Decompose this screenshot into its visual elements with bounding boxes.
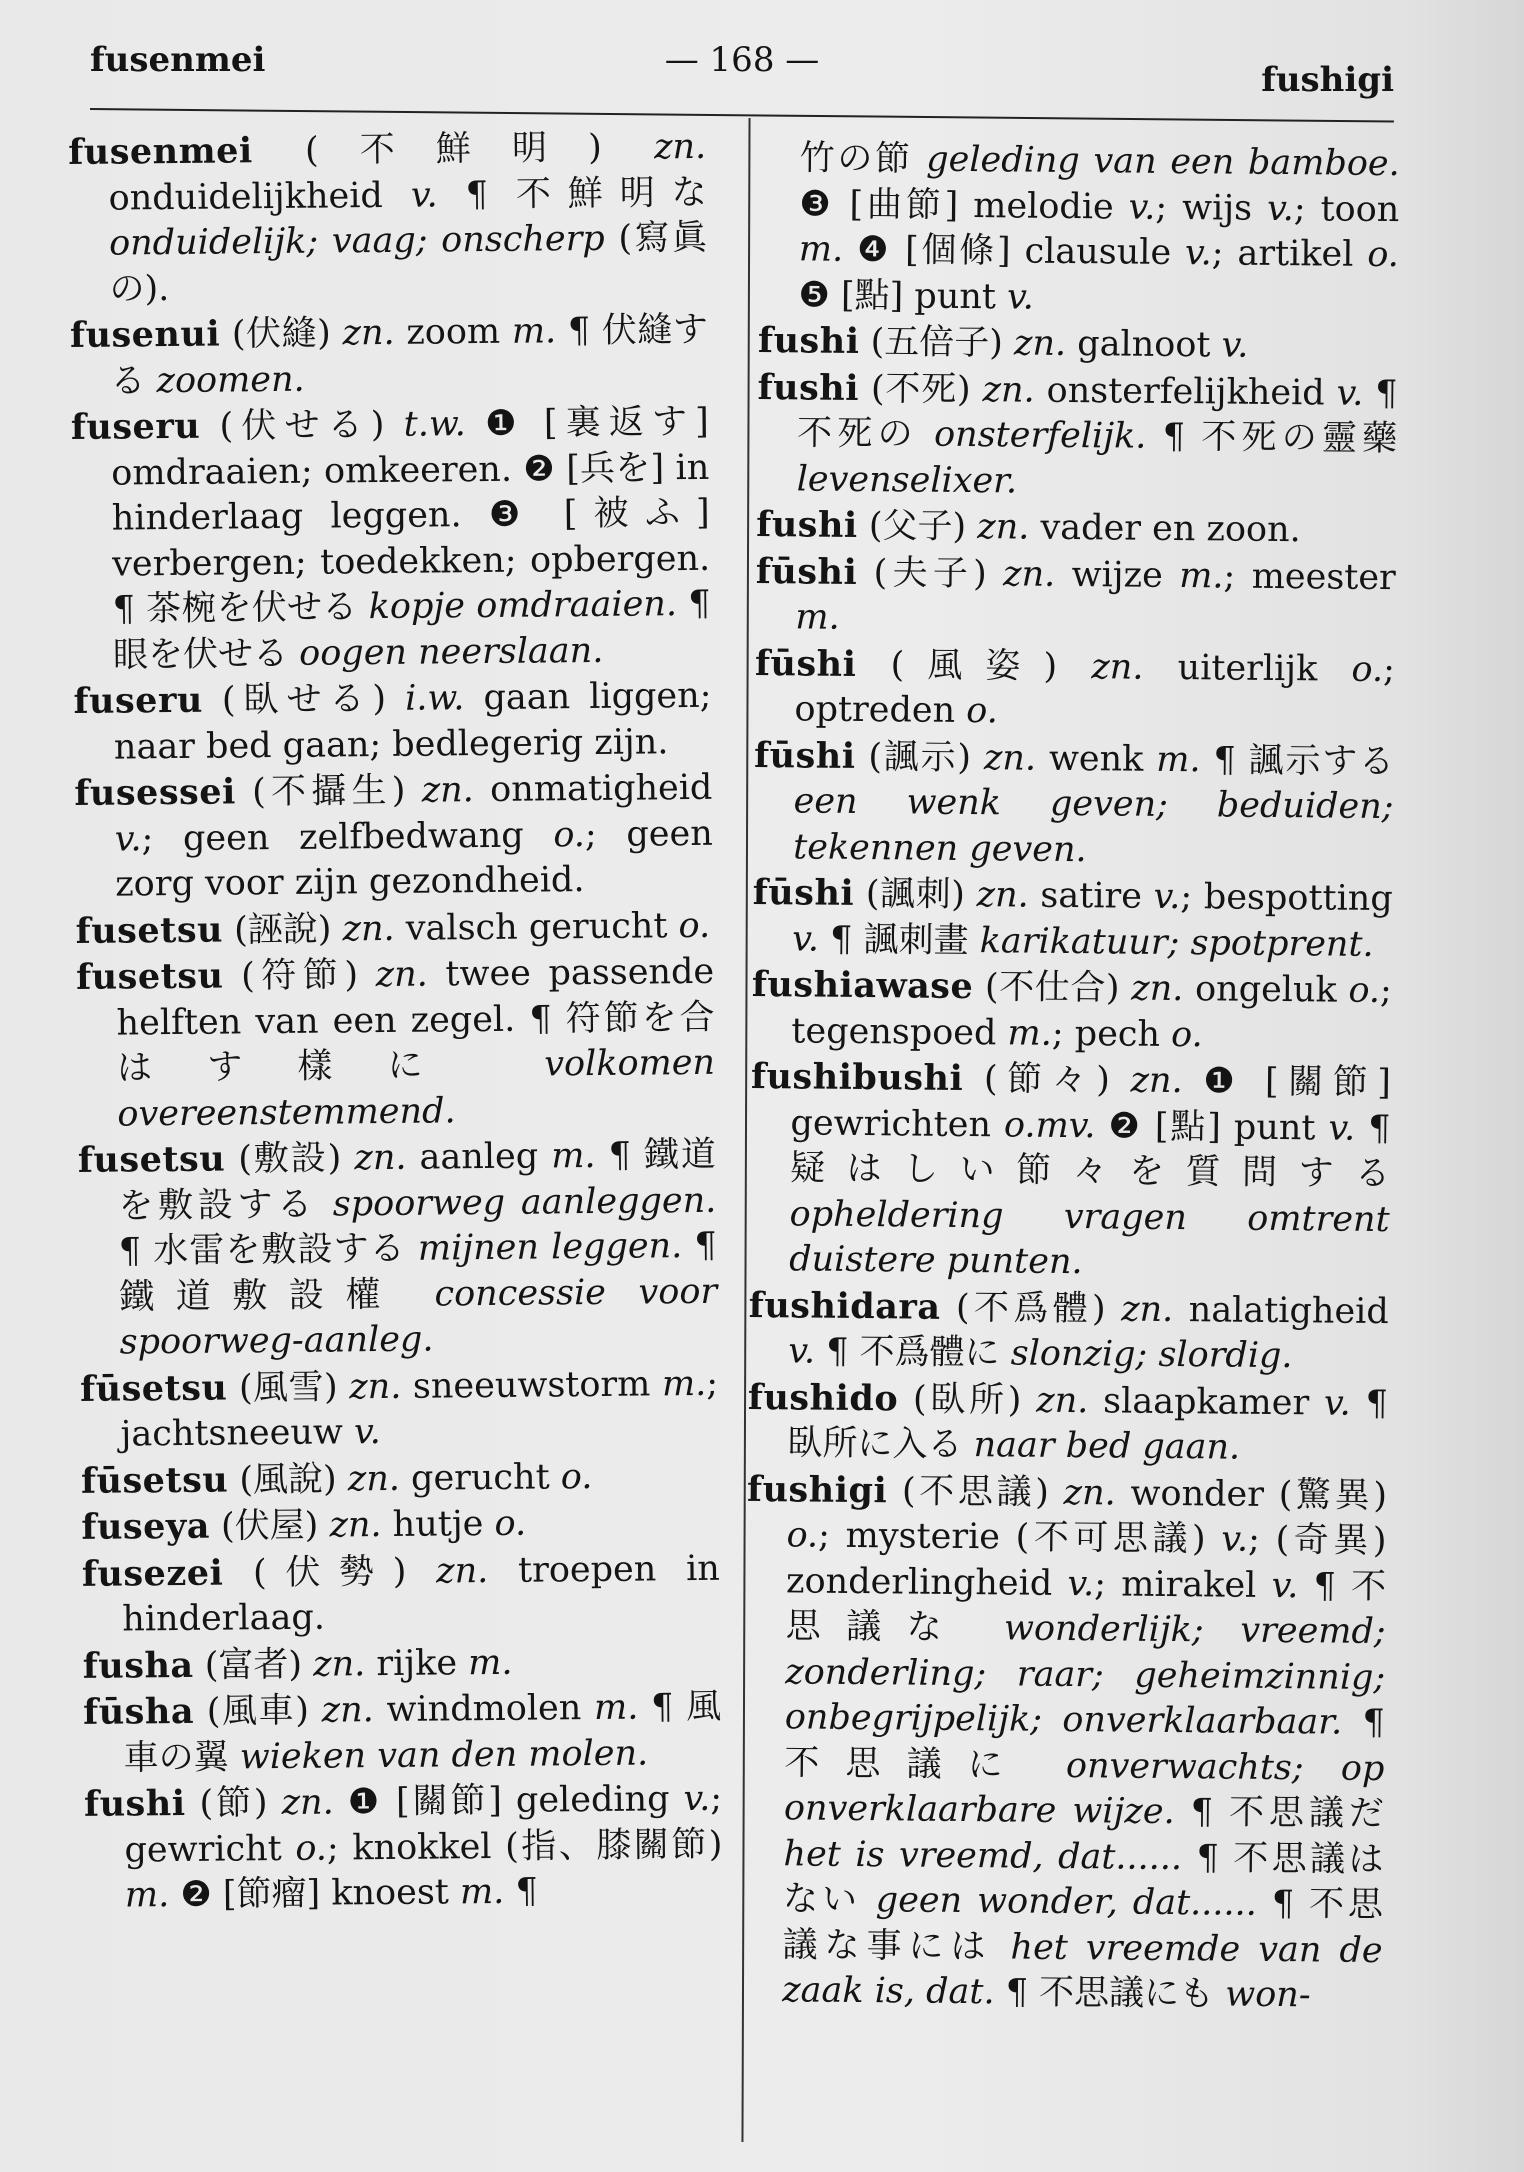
entry-definition: (不死) zn. onsterfelijkheid v. ¶ 不死の onsterfelijk. ¶ 不死の靈藥 levenselixer. [796,368,1398,501]
dictionary-entry [74,765,713,909]
dictionary-entry [747,1374,1388,1472]
entry-definition: (父子) zn. vader en zoon. [857,505,1301,551]
dictionary-entry [68,124,708,313]
entry-headword: fūshi [752,871,855,914]
entry-headword: fusetsu [75,955,224,998]
entry-headword: fusenui [69,313,221,356]
entry-headword: fusetsu [77,1138,226,1181]
entry-definition: (敷設) zn. aanleg m. ¶ 鐵道を敷設する spoorweg aanleggen. ¶ 水雷を敷設する mijnen leggen. ¶ 鐵道敷設權 concessie voor spoorweg-aanleg. [118,1134,718,1363]
entry-definition: (諷示) zn. wenk m. ¶ 諷示する een wenk geven; beduiden; tekennen geven. [792,736,1395,870]
entry-definition: (符節) zn. twee passende helften van een zegel. ¶ 符節を合はす樣に volkomen overeenstemmend. [116,951,716,1135]
entry-headword: fūsetsu [79,1367,228,1410]
entry-headword: fushiawase [751,963,974,1008]
entry-definition: (臥せる) i.w. gaan liggen; naar bed gaan; bedlegerig zijn. [113,675,712,768]
entry-headword: fushi [757,366,860,409]
dictionary-entry [756,502,1396,555]
dictionary-entry [83,1637,721,1690]
entry-headword: fuseru [73,679,204,722]
dictionary-entry [751,962,1392,1060]
entry-headword: fūsha [82,1690,195,1733]
entry-definition: (伏せる) t.w. ❶ [裏返す] omdraaien; omkeeren. ❷ [兵を] in hinderlaag leggen. ❸ [被ふ] verbergen; toedekken; opbergen. ¶ 茶椀を伏せる kopje omdraaien. ¶ 眼を伏せる oogen neerslaan. [111,401,711,676]
dictionary-entry [76,949,716,1138]
page-number: — 168 — [664,40,820,80]
left-column [68,124,723,1920]
dictionary-entry [73,673,712,771]
entry-definition: (不爲體) zn. nalatigheid v. ¶ 不爲體に slonzig; slordig. [788,1287,1389,1377]
entry-definition: (伏勢) zn. troepen in hinderlaag. [122,1548,721,1640]
entry-definition: (富者) zn. rijke m. [193,1642,513,1686]
right-column [742,136,1400,2020]
entry-headword: fusha [82,1644,194,1687]
entry-definition: (節) zn. ❶ [關節] geleding v.; gewricht o.; knokkel (指、膝關節) m. ❷ [節瘤] knoest m. ¶ [124,1778,723,1916]
entry-definition: (節々) zn. ❶ [關節] gewrichten o.mv. ❷ [點] punt v. ¶ 疑はしい節々を質問する opheldering vragen omtrent duistere punten. [789,1058,1392,1283]
entry-headword: fūshi [754,642,857,685]
entry-definition: (五倍子) zn. galnoot v. [859,321,1249,366]
entry-headword: fuseya [81,1505,211,1548]
entry-headword: fushigi [746,1468,888,1511]
dictionary-entry [742,1466,1387,2019]
dictionary-entry [84,1776,723,1920]
continued-entry: 竹の節 geleding van een bamboe. ❸ [曲節] melodie v.; wijs v.; toon m. ❹ [個條] clausule v.; artikel o. ❺ [點] punt v. [798,138,1400,318]
dictionary-entry [83,1684,722,1782]
entry-headword: fusetsu [75,909,224,952]
dictionary-entry [755,548,1396,646]
entry-headword: fūshi [755,550,858,593]
entry-headword: fūshi [753,734,856,777]
entry-definition: (不攝生) zn. onmatigheid v.; geen zelfbedwang o.; geen zorg voor zijn gezondheid. [114,767,713,905]
entry-headword: fushi [83,1782,186,1825]
right-guide-word: fushigi [1261,60,1394,100]
entry-definition: (風車) zn. windmolen m. ¶ 風車の翼 wieken van den molen. [123,1686,722,1779]
entry-headword: fūsetsu [80,1459,229,1502]
dictionary-entry [754,640,1395,738]
dictionary-entry [70,307,709,405]
entry-headword: fushido [747,1376,899,1419]
dictionary-entry [748,1282,1389,1380]
dictionary-entry [80,1360,719,1458]
entry-definition: (不仕合) zn. ongeluk o.; tegenspoed m.; pech o. [791,967,1393,1055]
entry-definition: (風說) zn. gerucht o. [228,1456,593,1501]
entry-headword: fushi [757,319,860,362]
entry-headword: fusenmei [68,130,253,173]
dictionary-entry [752,870,1393,968]
dictionary-entry [78,1132,718,1367]
dictionary-entry [749,1054,1391,1289]
entry-definition: (伏縫) zn. zoom m. ¶ 伏縫する zoomen. [110,309,709,402]
entry-definition: (夫子) zn. wijze m.; meester m. [795,552,1396,638]
left-guide-word: fusenmei [90,40,266,80]
entry-headword: fusessei [74,771,237,814]
dictionary-entry [71,399,712,679]
entry-definition: (誣說) zn. valsch gerucht o. [222,905,711,951]
entry-definition: (不鮮明) zn. onduidelijkheid v. ¶ 不鮮明な onduidelijk; vaag; onscherp (寫眞の). [108,126,708,310]
entry-definition: (伏屋) zn. hutje o. [209,1503,527,1547]
entry-definition: (風雪) zn. sneeuwstorm m.; jachtsneeuw v. [120,1363,719,1455]
dictionary-entry [753,732,1394,876]
entry-headword: fushidara [748,1284,941,1328]
entry-headword: fushi [756,503,858,546]
entry-definition: (臥所) zn. slaapkamer v. ¶ 臥所に入る naar bed gaan. [787,1378,1389,1468]
entry-definition: (風姿) zn. uiterlijk o.; optreden o. [794,644,1396,732]
entry-headword: fusezei [81,1552,224,1595]
dictionary-entry [756,364,1397,508]
dictionary-entry [758,318,1398,371]
dictionary-entry [75,902,713,955]
entry-definition: (不思議) zn. wonder (驚異) o.; mysterie (不可思議) v.; (奇異) zonderlingheid v.; mirakel v. ¶ 不思議な wonderlijk; vreemd; zonderling; raar; geheimzinnig; onbegrijpelijk; onverklaarbaar. ¶ 不思議に onverwachts; op onverklaarbare wijze. ¶ 不思議だ het is vreemd, dat...... ¶ 不思議はない geen wonder, dat...... ¶ 不思議な事には het vreemde van de zaak is, dat. ¶ 不思議にも won- [782,1470,1388,2016]
dictionary-entry [82,1545,721,1643]
entry-definition: (諷刺) zn. satire v.; bespotting v. ¶ 諷刺畫 karikatuur; spotprent. [792,873,1393,965]
running-header [90,40,1394,110]
entry-headword: fuseru [70,405,201,448]
dictionary-entry [81,1452,719,1505]
dictionary-entry [81,1499,719,1552]
header-rule [90,108,1394,123]
entry-headword: fushibushi [750,1055,964,1099]
